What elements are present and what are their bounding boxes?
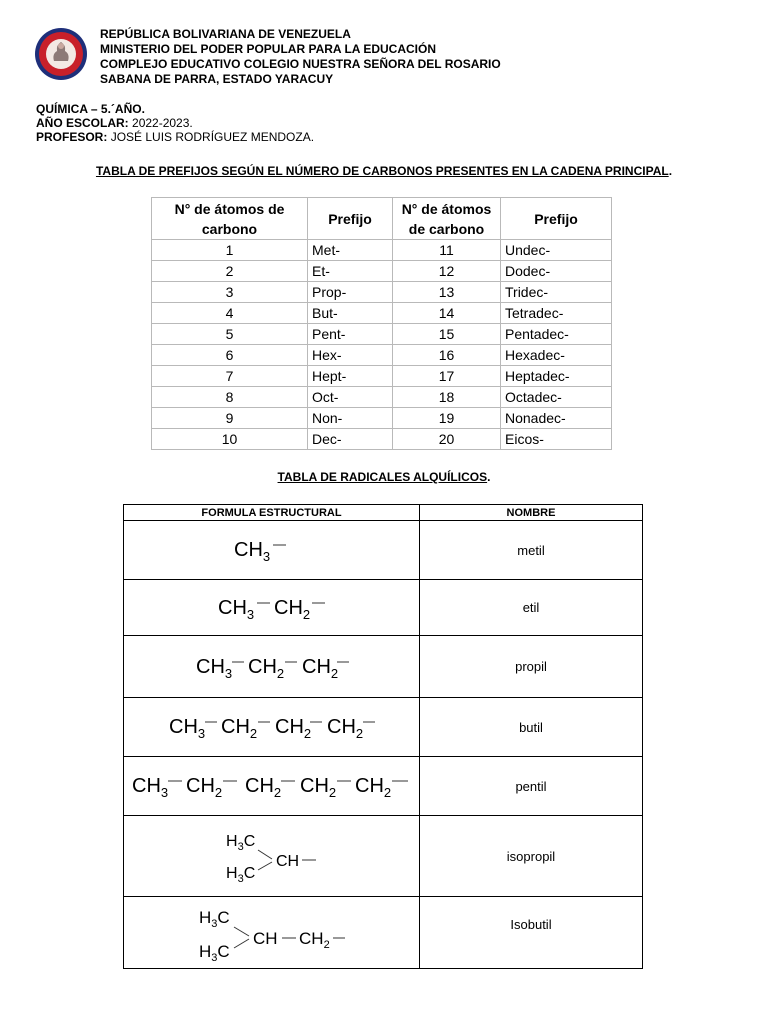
- svg-text:H3C: $H_3C$: [225, 833, 255, 853]
- svg-text:CH2: $CH_2$: [299, 775, 336, 800]
- atoms-count-cell: 4: [152, 303, 308, 324]
- prefix-cell: Eicos-: [501, 429, 612, 450]
- svg-text:CH3: $CH_3$: [233, 539, 270, 564]
- prefix-cell: Nonadec-: [501, 408, 612, 429]
- prefix-cell: Hex-: [308, 345, 393, 366]
- formula-cell: [124, 580, 420, 636]
- atoms-count-cell: 7: [152, 366, 308, 387]
- header-line-school: COMPLEJO EDUCATIVO COLEGIO NUESTRA SEÑORA DEL ROSARIO: [100, 57, 501, 71]
- atoms-count-cell: 17: [393, 366, 501, 387]
- svg-text:CH2: $CH_2$: [247, 655, 284, 681]
- svg-text:CH2: $CH_2$: [354, 775, 391, 800]
- atoms-count-cell: 15: [393, 324, 501, 345]
- radical-name: pentil: [420, 757, 643, 816]
- prefix-row: [152, 429, 612, 450]
- formula-cell: [124, 757, 420, 816]
- svg-text:CH2: $CH_2$: [301, 655, 338, 681]
- prefix-cell: Dodec-: [501, 261, 612, 282]
- radicals-table-header: [124, 505, 643, 521]
- formula-isopropil: [222, 826, 322, 886]
- svg-text:H3C: $H_3C$: [198, 941, 230, 964]
- prefix-cell: Hexadec-: [501, 345, 612, 366]
- atoms-count-cell: 20: [393, 429, 501, 450]
- svg-text:CH2: $CH_2$: [274, 716, 311, 741]
- radical-row: [124, 816, 643, 897]
- svg-text:CH2: $CH_2$: [273, 596, 310, 622]
- prefix-row: [152, 387, 612, 408]
- atoms-count-cell: 16: [393, 345, 501, 366]
- atoms-count-cell: 12: [393, 261, 501, 282]
- atoms-count-cell: 18: [393, 387, 501, 408]
- formula-pentil: [130, 769, 414, 803]
- svg-text:CH3: $CH_3$: [168, 716, 205, 741]
- formula-cell: [124, 636, 420, 698]
- prefix-row: [152, 261, 612, 282]
- prefix-cell: Pentadec-: [501, 324, 612, 345]
- header-name: NOMBRE: [420, 505, 643, 521]
- svg-text:CH: CH: [275, 853, 299, 870]
- svg-text:CH2: $CH_2$: [244, 775, 281, 800]
- header-prefix-2: Prefijo: [501, 198, 612, 240]
- prefix-table: [151, 197, 612, 450]
- formula-cell: [124, 897, 420, 969]
- atoms-count-cell: 3: [152, 282, 308, 303]
- radical-row: [124, 636, 643, 698]
- header-line-republic: REPÚBLICA BOLIVARIANA DE VENEZUELA: [100, 27, 351, 41]
- prefix-cell: Met-: [308, 240, 393, 261]
- prefix-cell: Et-: [308, 261, 393, 282]
- prefix-row: [152, 240, 612, 261]
- atoms-count-cell: 14: [393, 303, 501, 324]
- radical-name: isopropil: [420, 816, 643, 897]
- radical-name: metil: [420, 521, 643, 580]
- formula-cell: [124, 521, 420, 580]
- prefix-cell: Heptadec-: [501, 366, 612, 387]
- svg-text:H3C: $H_3C$: [225, 865, 255, 885]
- header-line-ministry: MINISTERIO DEL PODER POPULAR PARA LA EDUCACIÓN: [100, 42, 437, 56]
- teacher-line: PROFESOR: JOSÉ LUIS RODRÍGUEZ MENDOZA.: [36, 130, 315, 144]
- prefix-cell: Hept-: [308, 366, 393, 387]
- header-atoms-1: N° de átomos de carbono: [152, 198, 308, 240]
- subject-line: QUÍMICA – 5.´AÑO.: [36, 102, 145, 116]
- formula-cell: [124, 698, 420, 757]
- svg-text:H3C: $H_3C$: [198, 907, 230, 930]
- prefix-cell: Tetradec-: [501, 303, 612, 324]
- prefix-cell: But-: [308, 303, 393, 324]
- school-seal-icon: [34, 27, 88, 81]
- radicals-table: [123, 504, 643, 969]
- header-formula: FORMULA ESTRUCTURAL: [124, 505, 420, 521]
- prefix-cell: Octadec-: [501, 387, 612, 408]
- prefix-cell: Oct-: [308, 387, 393, 408]
- svg-text:CH: CH: [252, 928, 278, 948]
- prefix-cell: Non-: [308, 408, 393, 429]
- radical-name: Isobutil: [420, 897, 643, 969]
- prefix-table-header: [152, 198, 612, 240]
- radical-name: butil: [420, 698, 643, 757]
- prefix-row: [152, 282, 612, 303]
- radical-name: propil: [420, 636, 643, 698]
- prefix-row: [152, 303, 612, 324]
- svg-text:CH3: $CH_3$: [131, 775, 168, 800]
- radical-row: [124, 698, 643, 757]
- atoms-count-cell: 13: [393, 282, 501, 303]
- radical-name: etil: [420, 580, 643, 636]
- svg-text:CH2: $CH_2$: [298, 928, 330, 951]
- svg-text:CH3: $CH_3$: [217, 596, 254, 622]
- prefix-cell: Dec-: [308, 429, 393, 450]
- atoms-count-cell: 10: [152, 429, 308, 450]
- prefix-row: [152, 408, 612, 429]
- atoms-count-cell: 6: [152, 345, 308, 366]
- svg-text:CH3: $CH_3$: [195, 655, 232, 681]
- formula-etil: [216, 591, 328, 625]
- formula-butil: [167, 710, 377, 744]
- prefix-row: [152, 345, 612, 366]
- svg-text:CH2: $CH_2$: [220, 716, 257, 741]
- prefix-cell: Pent-: [308, 324, 393, 345]
- formula-propil: [194, 650, 350, 684]
- prefix-cell: Undec-: [501, 240, 612, 261]
- atoms-count-cell: 8: [152, 387, 308, 408]
- formula-isobutil: [197, 901, 347, 965]
- prefix-row: [152, 366, 612, 387]
- formula-metil: [232, 533, 312, 567]
- prefix-cell: Prop-: [308, 282, 393, 303]
- atoms-count-cell: 11: [393, 240, 501, 261]
- school-year-line: AÑO ESCOLAR: 2022-2023.: [36, 116, 193, 130]
- atoms-count-cell: 5: [152, 324, 308, 345]
- prefix-row: [152, 324, 612, 345]
- radical-row: [124, 580, 643, 636]
- atoms-count-cell: 2: [152, 261, 308, 282]
- prefix-table-title: TABLA DE PREFIJOS SEGÚN EL NÚMERO DE CARBONOS PRESENTES EN LA CADENA PRINCIPAL.: [95, 164, 673, 178]
- radical-row: [124, 897, 643, 969]
- radical-row: [124, 757, 643, 816]
- atoms-count-cell: 19: [393, 408, 501, 429]
- radical-row: [124, 521, 643, 580]
- prefix-cell: Tridec-: [501, 282, 612, 303]
- header-atoms-2: N° de átomos de carbono: [393, 198, 501, 240]
- header-line-location: SABANA DE PARRA, ESTADO YARACUY: [100, 72, 334, 86]
- atoms-count-cell: 9: [152, 408, 308, 429]
- header-prefix-1: Prefijo: [308, 198, 393, 240]
- radicals-table-title: TABLA DE RADICALES ALQUÍLICOS.: [277, 470, 491, 484]
- svg-text:CH2: $CH_2$: [326, 716, 363, 741]
- formula-cell: [124, 816, 420, 897]
- svg-text:CH2: $CH_2$: [185, 775, 222, 800]
- atoms-count-cell: 1: [152, 240, 308, 261]
